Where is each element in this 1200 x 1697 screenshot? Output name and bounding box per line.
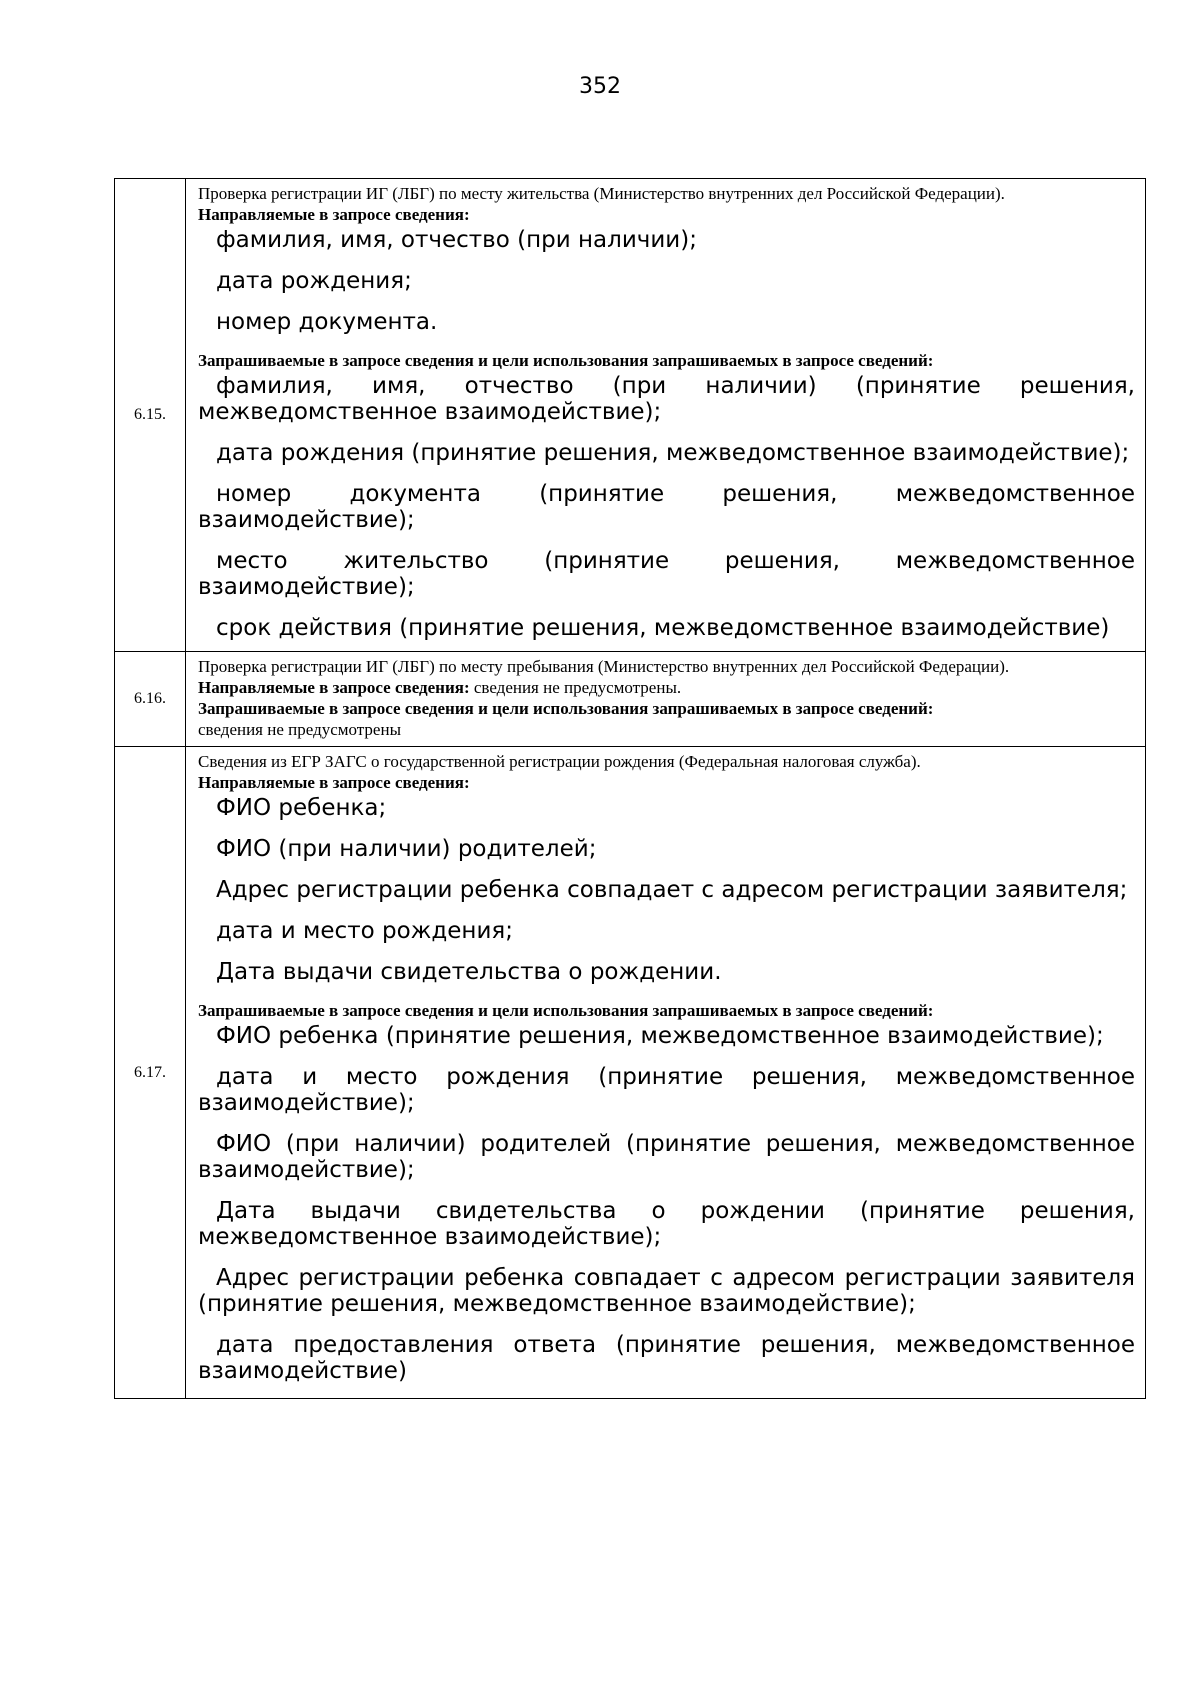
row-intro: Сведения из ЕГР ЗАГС о государственной регистрации рождения (Федеральная налоговая служба). bbox=[198, 752, 921, 771]
document-table bbox=[114, 178, 1146, 1399]
requested-item: фамилия, имя, отчество (при наличии) (принятие решения, межведомственное взаимодействие); bbox=[198, 373, 1135, 425]
sent-text: сведения не предусмотрены. bbox=[473, 678, 682, 697]
row-content bbox=[186, 747, 1146, 1399]
requested-item: дата предоставления ответа (принятие решения, межведомственное взаимодействие) bbox=[198, 1332, 1135, 1384]
row-number: 6.16. bbox=[115, 652, 186, 747]
sent-item: Дата выдачи свидетельства о рождении. bbox=[216, 959, 722, 985]
requested-item: ФИО (при наличии) родителей (принятие решения, межведомственное взаимодействие); bbox=[198, 1131, 1135, 1183]
table-row bbox=[115, 747, 1146, 1399]
sent-item: фамилия, имя, отчество (при наличии); bbox=[216, 227, 697, 253]
requested-item: место жительство (принятие решения, межведомственное взаимодействие); bbox=[198, 548, 1135, 600]
requested-item: ФИО ребенка (принятие решения, межведомственное взаимодействие); bbox=[216, 1023, 1104, 1049]
table-row bbox=[115, 652, 1146, 747]
requested-heading: Запрашиваемые в запросе сведения и цели использования запрашиваемых в запросе сведений: bbox=[198, 1001, 934, 1020]
sent-heading: Направляемые в запросе сведения: bbox=[198, 205, 470, 224]
sent-item: дата и место рождения; bbox=[216, 918, 514, 944]
row-content bbox=[186, 652, 1146, 747]
requested-heading: Запрашиваемые в запросе сведения и цели использования запрашиваемых в запросе сведений: bbox=[198, 699, 934, 718]
requested-item: Адрес регистрации ребенка совпадает с адресом регистрации заявителя (принятие решения, межведомственное взаимодействие); bbox=[198, 1265, 1135, 1317]
page-number: 352 bbox=[579, 74, 621, 99]
table-row bbox=[115, 179, 1146, 652]
sent-item: ФИО (при наличии) родителей; bbox=[216, 836, 597, 862]
requested-item: Дата выдачи свидетельства о рождении (принятие решения, межведомственное взаимодействие); bbox=[198, 1198, 1135, 1250]
requested-item: дата рождения (принятие решения, межведомственное взаимодействие); bbox=[216, 440, 1130, 466]
row-intro: Проверка регистрации ИГ (ЛБГ) по месту жительства (Министерство внутренних дел Российской Федерации). bbox=[198, 184, 1005, 203]
row-intro: Проверка регистрации ИГ (ЛБГ) по месту пребывания (Министерство внутренних дел Российской Федерации). bbox=[198, 657, 1010, 676]
requested-item: дата и место рождения (принятие решения, межведомственное взаимодействие); bbox=[198, 1064, 1135, 1116]
requested-heading: Запрашиваемые в запросе сведения и цели использования запрашиваемых в запросе сведений: bbox=[198, 351, 934, 370]
sent-item: ФИО ребенка; bbox=[216, 795, 387, 821]
row-number: 6.17. bbox=[115, 747, 186, 1399]
requested-text: сведения не предусмотрены bbox=[198, 720, 401, 739]
row-content bbox=[186, 179, 1146, 652]
requested-item: срок действия (принятие решения, межведомственное взаимодействие) bbox=[216, 615, 1110, 641]
requested-item: номер документа (принятие решения, межведомственное взаимодействие); bbox=[198, 481, 1135, 533]
sent-item: номер документа. bbox=[216, 309, 438, 335]
sent-heading: Направляемые в запросе сведения: bbox=[198, 773, 470, 792]
sent-heading: Направляемые в запросе сведения: bbox=[198, 678, 470, 697]
sent-line bbox=[198, 677, 1135, 698]
sent-item: дата рождения; bbox=[216, 268, 412, 294]
sent-item: Адрес регистрации ребенка совпадает с адресом регистрации заявителя; bbox=[216, 877, 1128, 903]
row-number: 6.15. bbox=[115, 179, 186, 652]
